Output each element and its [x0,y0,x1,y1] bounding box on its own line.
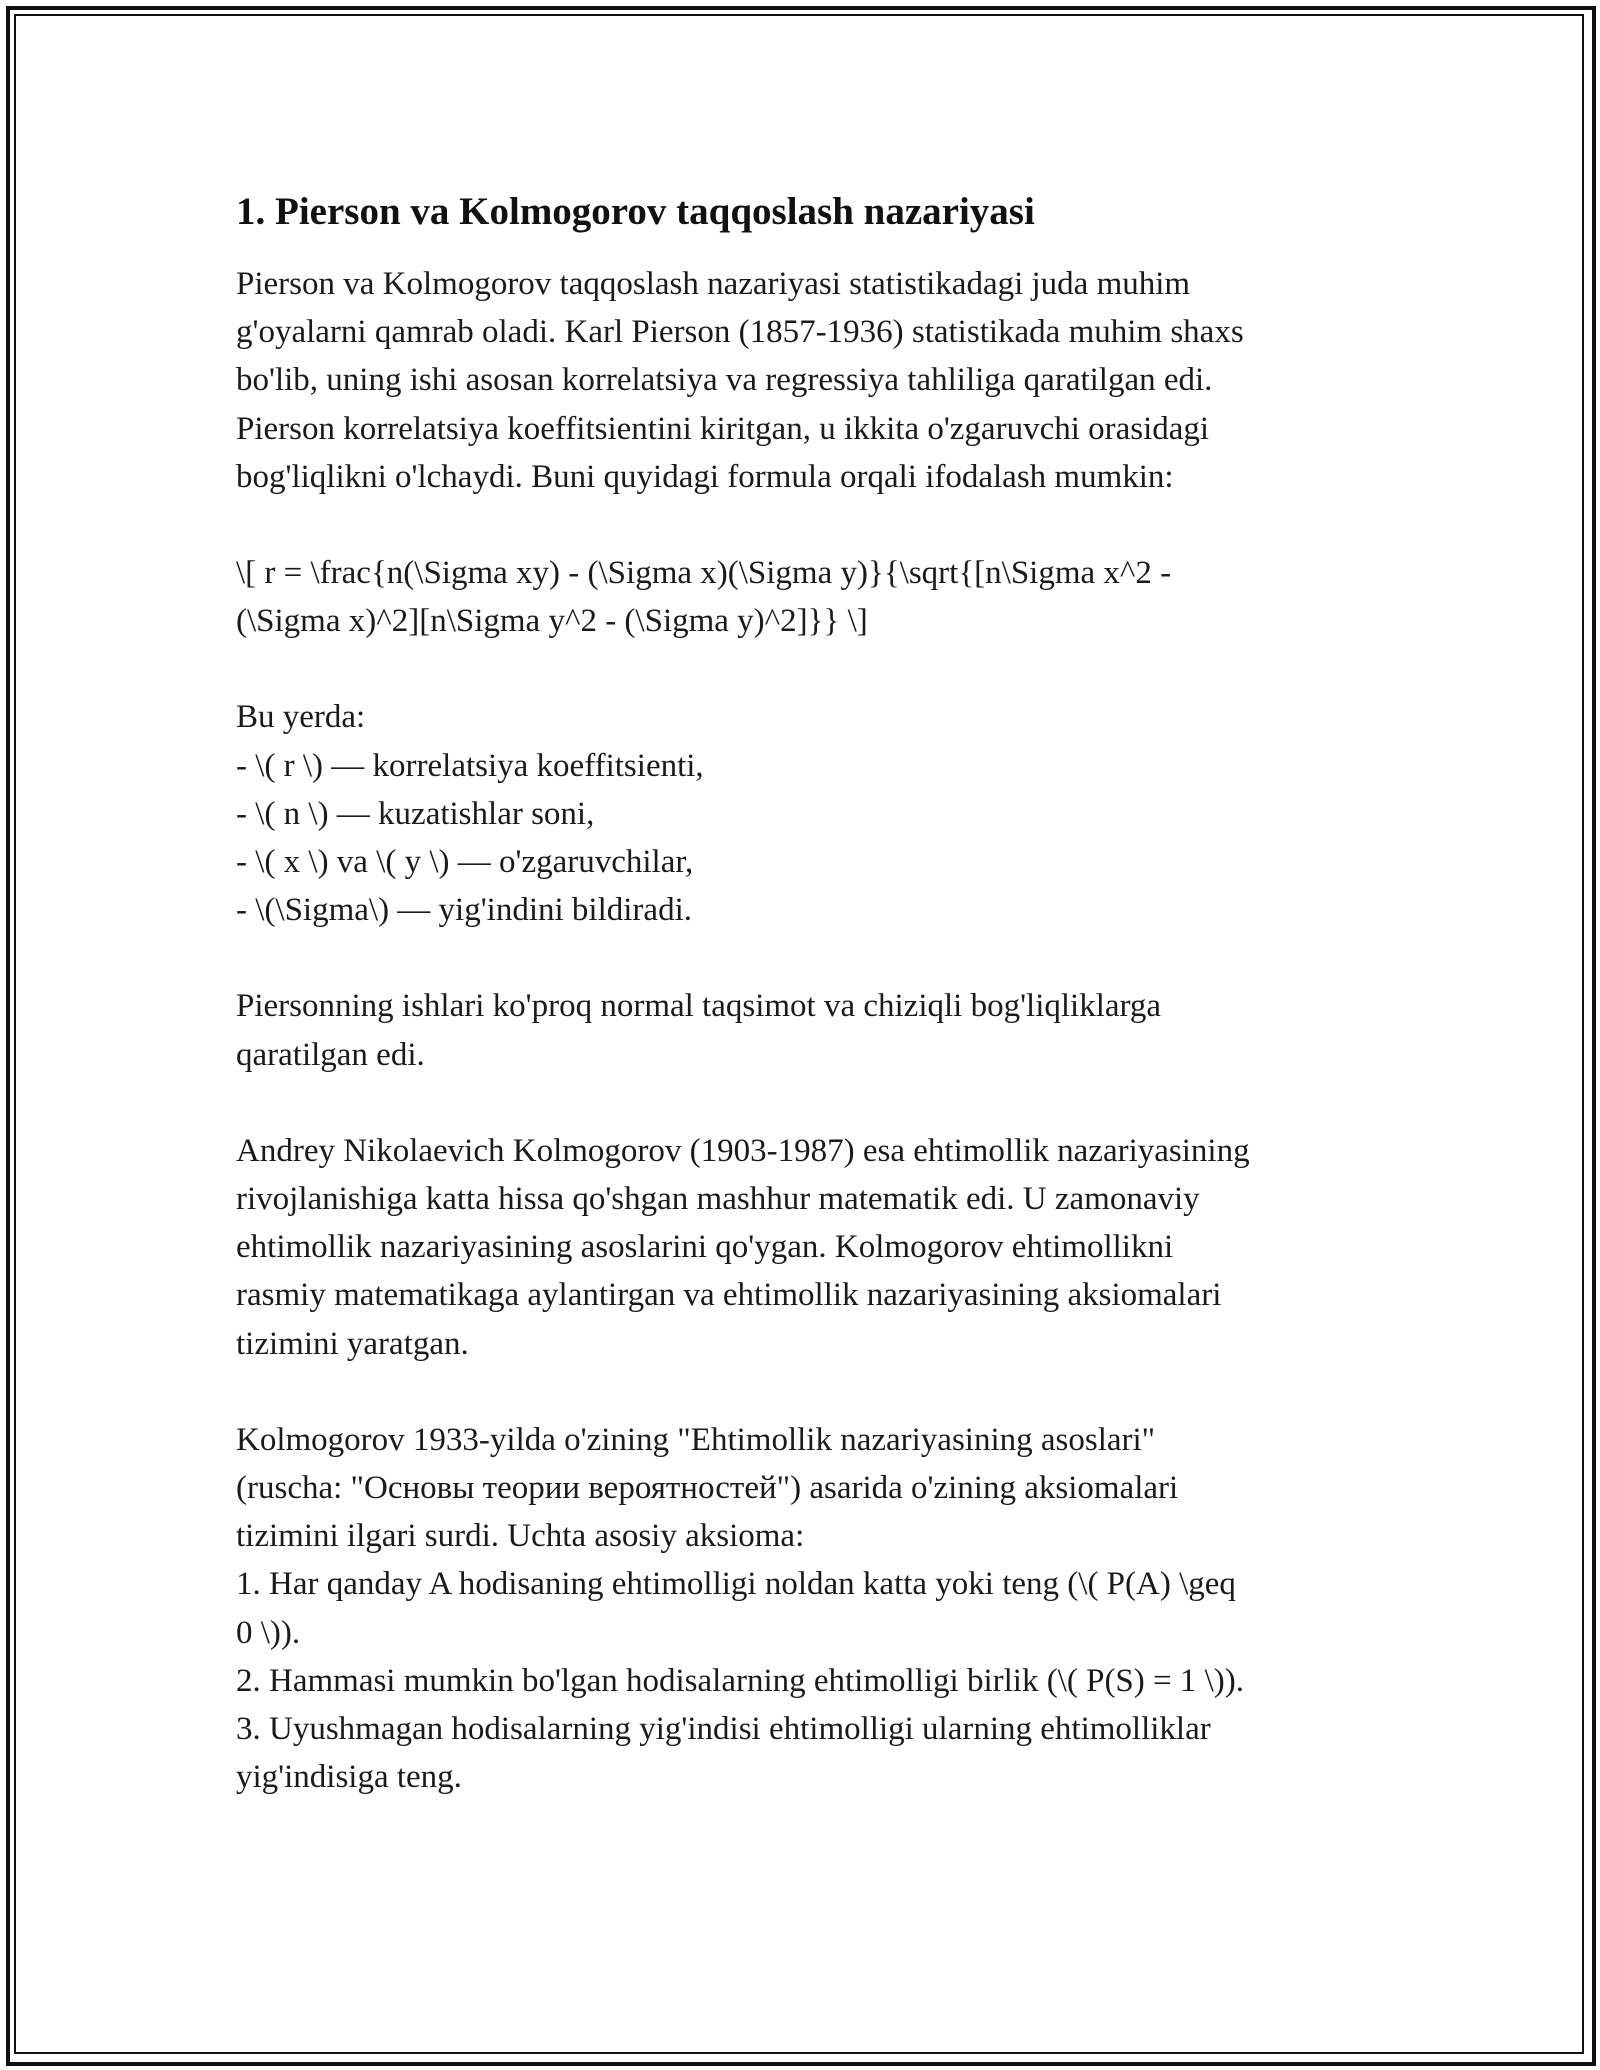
list-item: 2. Hammasi mumkin bo'lgan hodisalarning ehtimolligi birlik (\( P(S) = 1 \)). [236,1662,1245,1699]
text-line: Piersonning ishlari ko'proq normal taqsimot va chiziqli bog'liqliklarga [236,988,1162,1025]
list-item: - \( r \) — korrelatsiya koeffitsienti, [236,747,704,784]
text-line: Bu yerda: [236,699,366,736]
paragraph-variable-definitions [236,693,1366,934]
paragraph-kolmogorov-intro [236,1127,1366,1368]
paragraph-kolmogorov-axioms [236,1416,1366,1802]
text-line: (ruscha: "Основы теории вероятностей") asarida o'zining aksiomalari [236,1470,1179,1507]
list-item: 3. Uyushmagan hodisalarning yig'indisi ehtimolligi ularning ehtimolliklar [236,1711,1211,1748]
text-line: Pierson korrelatsiya koeffitsientini kiritgan, u ikkita o'zgaruvchi orasidagi [236,410,1210,447]
list-item: 1. Har qanday A hodisaning ehtimolligi noldan katta yoki teng (\( P(A) \geq [236,1566,1236,1603]
paragraph-pierson-works [236,982,1366,1078]
list-item: - \( n \) — kuzatishlar soni, [236,795,595,832]
list-item: yig'indisiga teng. [236,1759,462,1796]
list-item: - \( x \) va \( y \) — o'zgaruvchilar, [236,844,694,881]
text-line: rasmiy matematikaga aylantirgan va ehtimollik nazariyasining aksiomalari [236,1277,1222,1314]
text-line: rivojlanishiga katta hissa qo'shgan mashhur matematik edi. U zamonaviy [236,1181,1200,1218]
document-page [236,186,1366,1849]
text-line: ehtimollik nazariyasining asoslarini qo'ygan. Kolmogorov ehtimollikni [236,1229,1174,1266]
list-item: - \(\Sigma\) — yig'indini bildiradi. [236,892,692,929]
paragraph-formula [236,549,1366,645]
list-item: 0 \)). [236,1614,301,1651]
text-line: Pierson va Kolmogorov taqqoslash nazariyasi statistikadagi juda muhim [236,266,1191,302]
text-line: tizimini yaratgan. [236,1325,469,1362]
text-line: tizimini ilgari surdi. Uchta asosiy aksioma: [236,1518,805,1555]
text-line: g'oyalarni qamrab oladi. Karl Pierson (1857-1936) statistikada muhim shaxs [236,314,1244,351]
paragraph-pierson-intro [236,260,1366,501]
section-heading: 1. Pierson va Kolmogorov taqqoslash nazariyasi [236,190,1035,233]
formula-line: \[ r = \frac{n(\Sigma xy) - (\Sigma x)(\Sigma y)}{\sqrt{[n\Sigma x^2 - [236,555,1172,592]
formula-line: (\Sigma x)^2][n\Sigma y^2 - (\Sigma y)^2]}} \] [236,603,868,640]
text-line: Andrey Nikolaevich Kolmogorov (1903-1987) esa ehtimollik nazariyasining [236,1132,1250,1169]
text-line: bo'lib, uning ishi asosan korrelatsiya va regressiya tahliliga qaratilgan edi. [236,362,1213,399]
text-line: bog'liqlikni o'lchaydi. Buni quyidagi formula orqali ifodalash mumkin: [236,458,1174,495]
text-line: Kolmogorov 1933-yilda o'zining "Ehtimollik nazariyasining asoslari" [236,1421,1156,1458]
text-line: qaratilgan edi. [236,1036,425,1073]
